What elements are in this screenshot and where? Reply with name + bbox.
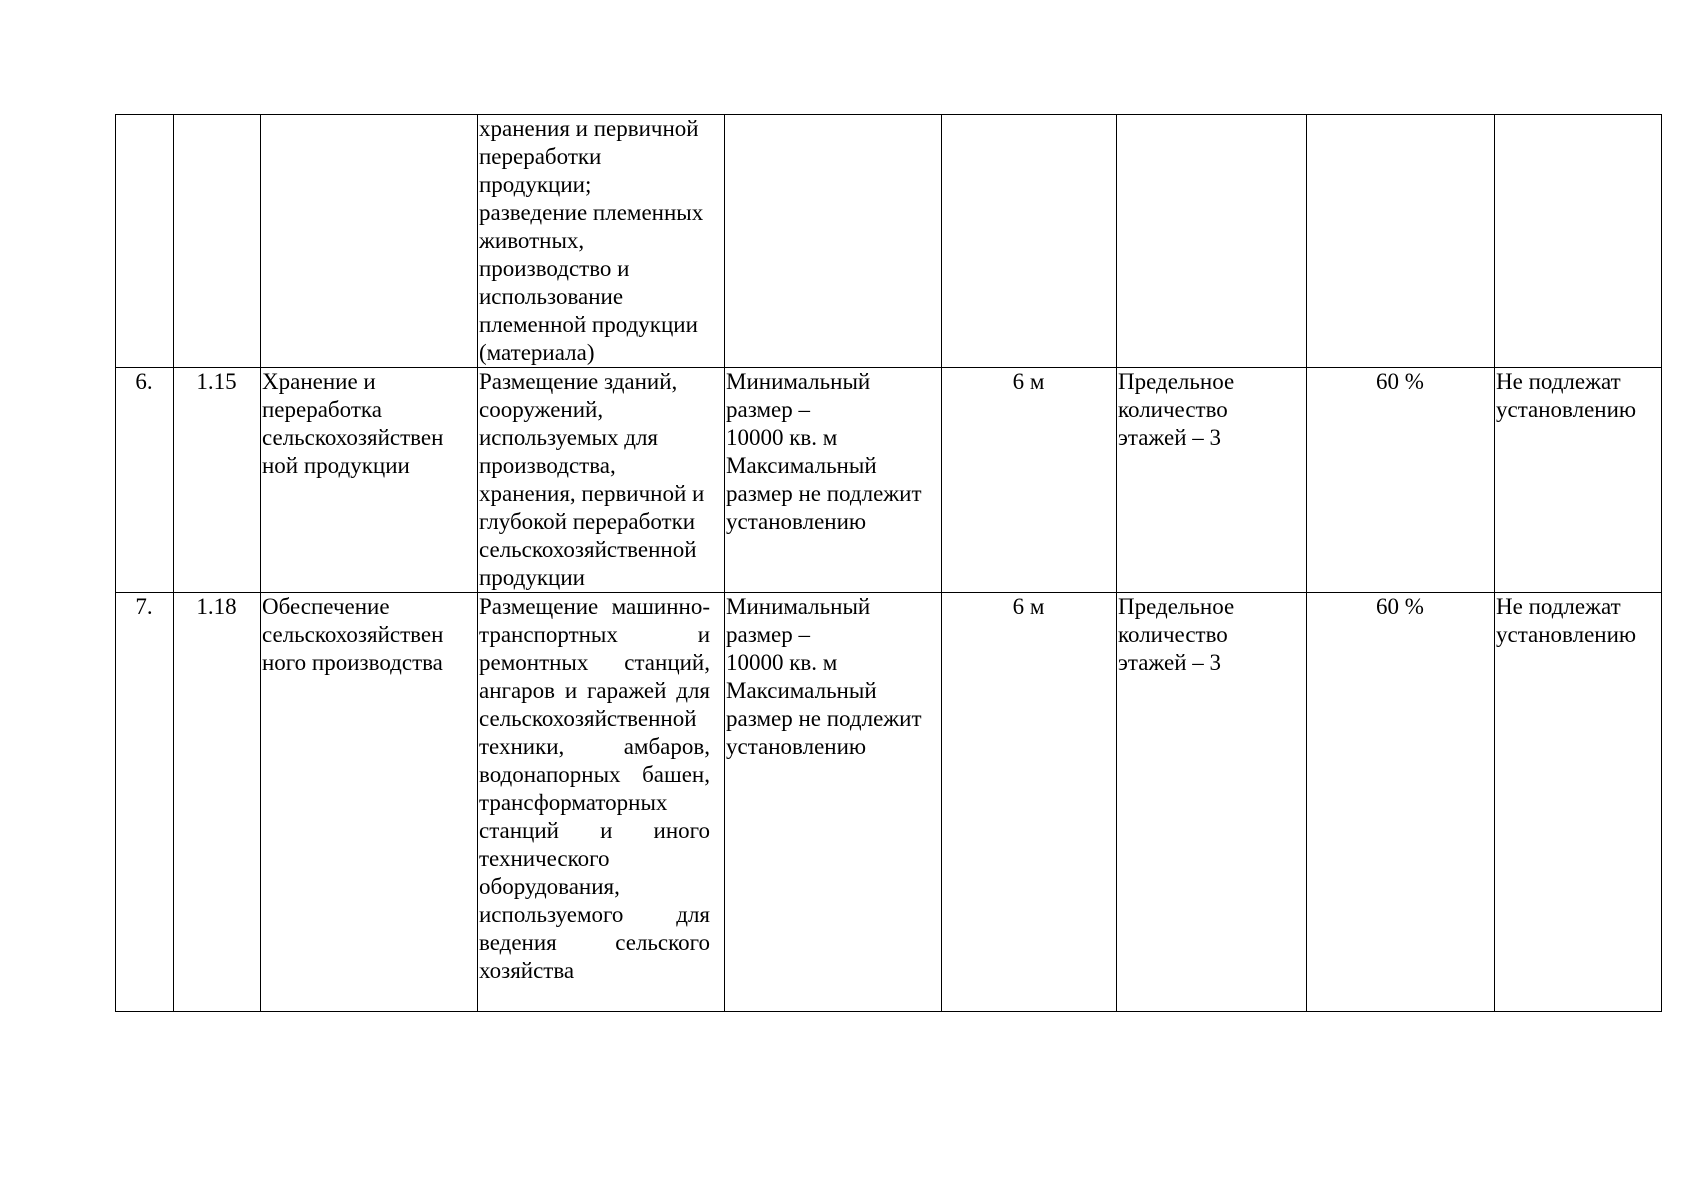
use-description-cell: Размещение зданий, сооружений, используемых для производства, хранения, первичной и глубокой переработки сельскохозяйственной продукции — [478, 368, 725, 593]
use-name-cell: Обеспечение сельскохозяйствен ного производства — [261, 593, 478, 1012]
floors-cell — [1117, 115, 1307, 368]
restrictions-cell: Не подлежат установлению — [1495, 368, 1662, 593]
restrictions-cell — [1495, 115, 1662, 368]
plot-size-cell — [725, 115, 942, 368]
coverage-cell — [1307, 115, 1495, 368]
floors-cell: Предельное количество этажей – 3 — [1117, 368, 1307, 593]
use-description-cell: Размещение машинно-транспортных и ремонтных станций, ангаров и гаражей для сельскохозяйственной техники, амбаров, водонапорных башен, трансформаторных станций и иного технического оборудования, используемого для ведения сельского хозяйства — [478, 593, 725, 1012]
plot-size-cell: Минимальный размер – 10000 кв. м Максимальный размер не подлежит установлению — [725, 368, 942, 593]
use-name-cell: Хранение и переработка сельскохозяйствен ной продукции — [261, 368, 478, 593]
use-code-cell — [174, 115, 261, 368]
table-row — [116, 593, 1662, 1012]
floors-cell: Предельное количество этажей – 3 — [1117, 593, 1307, 1012]
restrictions-cell: Не подлежат установлению — [1495, 593, 1662, 1012]
use-description-cell: хранения и первичной переработки продукции; разведение племенных животных, производство и использование племенной продукции (материала) — [478, 115, 725, 368]
coverage-cell: 60 % — [1307, 368, 1495, 593]
max-height-cell: 6 м — [942, 368, 1117, 593]
use-code-cell: 1.18 — [174, 593, 261, 1012]
use-name-cell — [261, 115, 478, 368]
max-height-cell: 6 м — [942, 593, 1117, 1012]
row-number-cell — [116, 115, 174, 368]
coverage-cell: 60 % — [1307, 593, 1495, 1012]
table-row — [116, 115, 1662, 368]
max-height-cell — [942, 115, 1117, 368]
table-row — [116, 368, 1662, 593]
land-use-regulations-table — [115, 114, 1662, 1012]
plot-size-cell: Минимальный размер – 10000 кв. м Максимальный размер не подлежит установлению — [725, 593, 942, 1012]
row-number-cell: 7. — [116, 593, 174, 1012]
use-code-cell: 1.15 — [174, 368, 261, 593]
row-number-cell: 6. — [116, 368, 174, 593]
